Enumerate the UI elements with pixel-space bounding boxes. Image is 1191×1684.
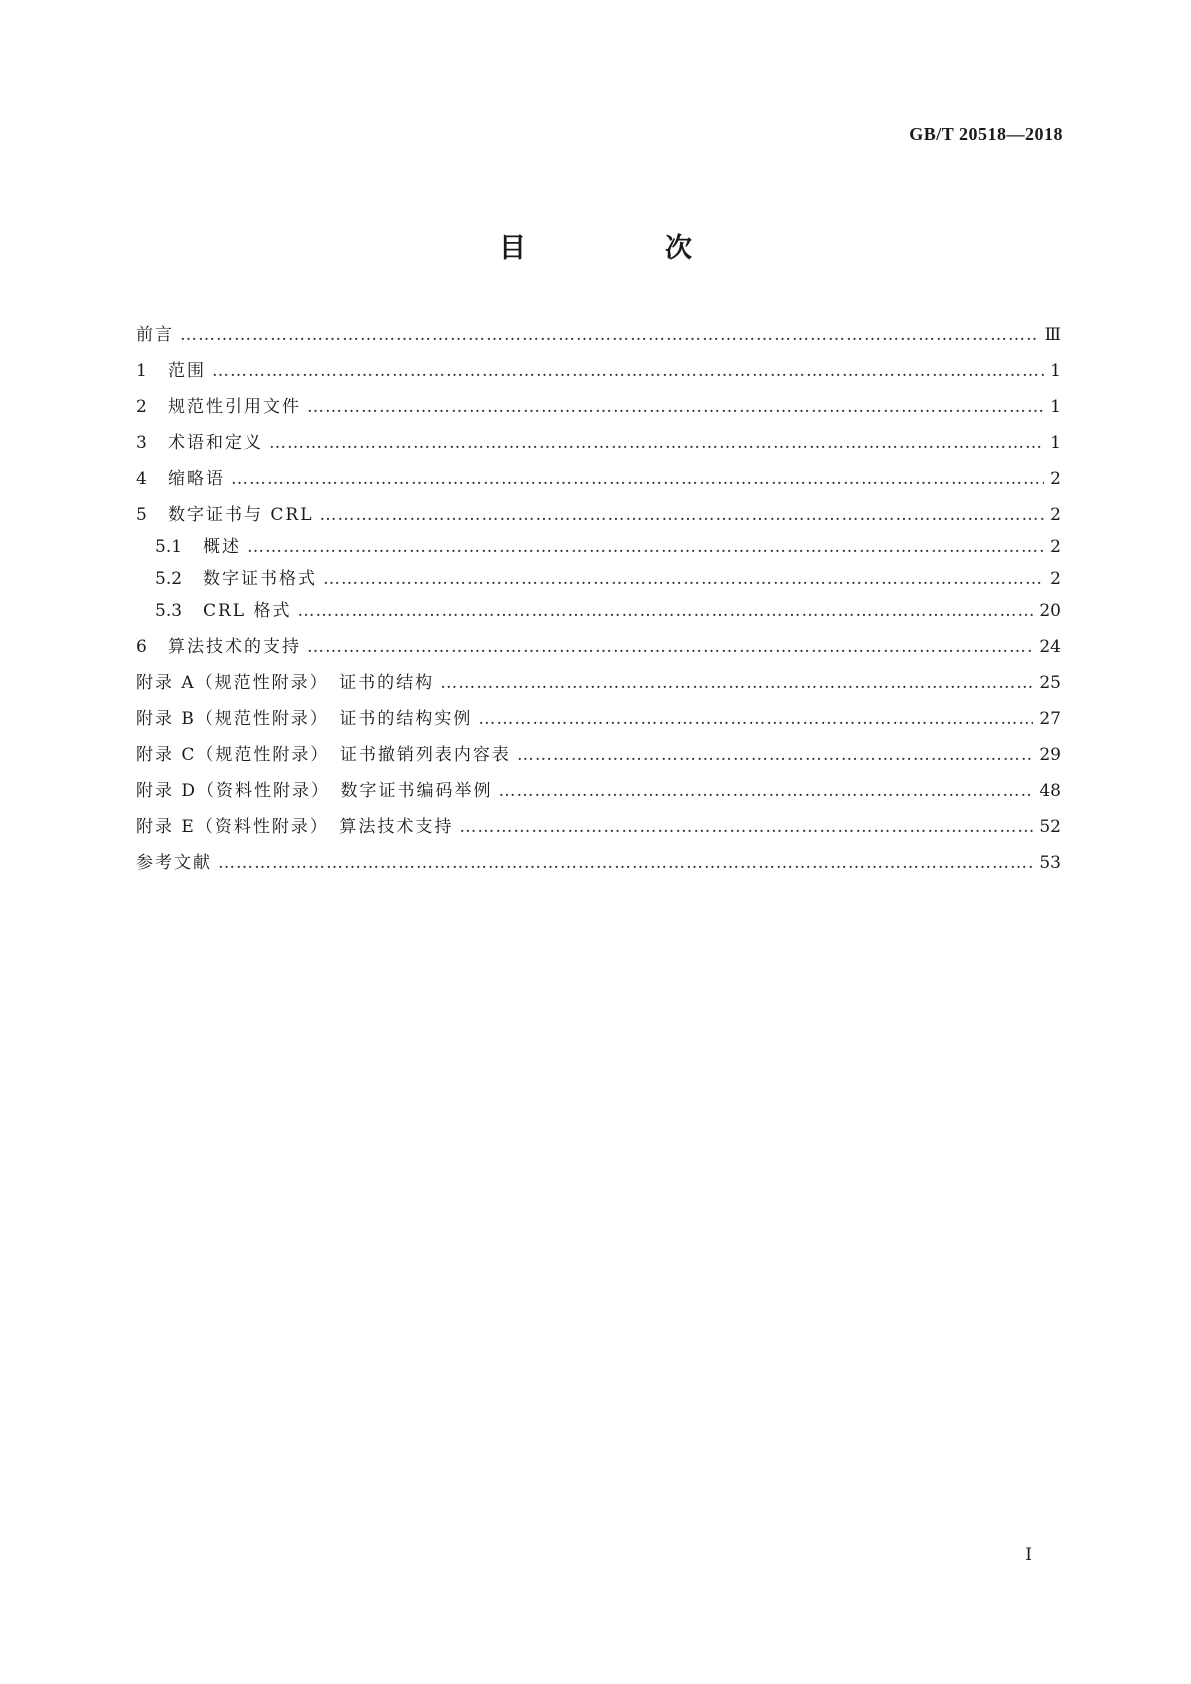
toc-dot-leader bbox=[307, 396, 1044, 418]
toc-entry-page: 20 bbox=[1039, 601, 1061, 621]
toc-entry-page: Ⅲ bbox=[1044, 325, 1061, 345]
toc-entry[interactable] bbox=[136, 672, 1061, 694]
toc-dot-leader bbox=[459, 816, 1033, 838]
page-number: I bbox=[1025, 1545, 1032, 1565]
toc-entry-label: 前言 bbox=[136, 325, 174, 345]
toc-entry[interactable] bbox=[136, 780, 1061, 802]
toc-entry-label: 规范性引用文件 bbox=[168, 397, 301, 417]
toc-dot-leader bbox=[231, 468, 1044, 490]
toc-entry[interactable] bbox=[136, 600, 1061, 622]
toc-entry-label: 附录 C（规范性附录） 证书撤销列表内容表 bbox=[136, 745, 511, 765]
toc-entry[interactable] bbox=[136, 636, 1061, 658]
toc-entry[interactable] bbox=[136, 708, 1061, 730]
toc-entry-label: 数字证书与 CRL bbox=[168, 505, 314, 525]
toc-entry-number: 5 bbox=[136, 505, 147, 525]
toc-entry-page: 25 bbox=[1039, 673, 1061, 693]
toc-dot-leader bbox=[517, 744, 1033, 766]
toc-entry-label: 附录 B（规范性附录） 证书的结构实例 bbox=[136, 709, 473, 729]
toc-entry[interactable] bbox=[136, 852, 1061, 874]
toc-entry[interactable] bbox=[136, 536, 1061, 558]
toc-entry[interactable] bbox=[136, 432, 1061, 454]
toc-entry-number: 5.2 bbox=[155, 569, 183, 589]
toc-entry-page: 2 bbox=[1050, 505, 1061, 525]
toc-dot-leader bbox=[298, 600, 1034, 622]
toc-entry-number: 1 bbox=[136, 361, 147, 381]
toc-entry-label: 概述 bbox=[203, 537, 241, 557]
toc-entry-label: 范围 bbox=[168, 361, 206, 381]
standard-code: GB/T 20518—2018 bbox=[909, 124, 1063, 144]
toc-entry-label: 参考文献 bbox=[136, 853, 212, 873]
toc-dot-leader bbox=[478, 708, 1033, 730]
toc-entry-page: 29 bbox=[1039, 745, 1061, 765]
toc-entry[interactable] bbox=[136, 744, 1061, 766]
toc-entry-number: 5.1 bbox=[155, 537, 183, 557]
toc-entry[interactable] bbox=[136, 568, 1061, 590]
toc-entry-label: 附录 D（资料性附录） 数字证书编码举例 bbox=[136, 781, 493, 801]
toc-entry-label: 术语和定义 bbox=[168, 433, 263, 453]
toc-entry-number: 3 bbox=[136, 433, 147, 453]
toc-entry[interactable] bbox=[136, 468, 1061, 490]
toc-entry[interactable] bbox=[136, 324, 1061, 346]
toc-dot-leader bbox=[218, 852, 1033, 874]
toc-dot-leader bbox=[323, 568, 1044, 590]
toc-dot-leader bbox=[212, 360, 1044, 382]
toc-dot-leader bbox=[440, 672, 1033, 694]
toc-entry-label: 数字证书格式 bbox=[203, 569, 317, 589]
toc-entry[interactable] bbox=[136, 504, 1061, 526]
table-of-contents bbox=[136, 324, 1061, 888]
toc-dot-leader bbox=[247, 536, 1044, 558]
toc-entry-number: 2 bbox=[136, 397, 147, 417]
toc-entry-page: 1 bbox=[1050, 361, 1061, 381]
toc-entry-label: 算法技术的支持 bbox=[168, 637, 301, 657]
toc-entry-number: 5.3 bbox=[155, 601, 183, 621]
toc-entry-page: 1 bbox=[1050, 397, 1061, 417]
toc-dot-leader bbox=[269, 432, 1044, 454]
toc-dot-leader bbox=[320, 504, 1045, 526]
toc-entry-page: 1 bbox=[1050, 433, 1061, 453]
toc-entry[interactable] bbox=[136, 396, 1061, 418]
toc-entry-page: 2 bbox=[1050, 469, 1061, 489]
toc-dot-leader bbox=[180, 324, 1039, 346]
toc-entry-page: 48 bbox=[1039, 781, 1061, 801]
toc-entry-label: CRL 格式 bbox=[203, 601, 292, 621]
toc-entry-page: 53 bbox=[1039, 853, 1061, 873]
toc-entry-page: 52 bbox=[1039, 817, 1061, 837]
toc-dot-leader bbox=[307, 636, 1033, 658]
toc-entry-number: 4 bbox=[136, 469, 147, 489]
toc-entry-page: 2 bbox=[1050, 537, 1061, 557]
toc-entry-page: 2 bbox=[1050, 569, 1061, 589]
toc-dot-leader bbox=[499, 780, 1034, 802]
toc-entry-label: 附录 A（规范性附录） 证书的结构 bbox=[136, 673, 435, 693]
toc-entry-label: 附录 E（资料性附录） 算法技术支持 bbox=[136, 817, 454, 837]
toc-entry-label: 缩略语 bbox=[168, 469, 225, 489]
toc-entry[interactable] bbox=[136, 360, 1061, 382]
page-title: 目 次 bbox=[499, 233, 748, 264]
toc-entry-number: 6 bbox=[136, 637, 147, 657]
toc-entry-page: 27 bbox=[1039, 709, 1061, 729]
toc-entry-page: 24 bbox=[1039, 637, 1061, 657]
toc-entry[interactable] bbox=[136, 816, 1061, 838]
